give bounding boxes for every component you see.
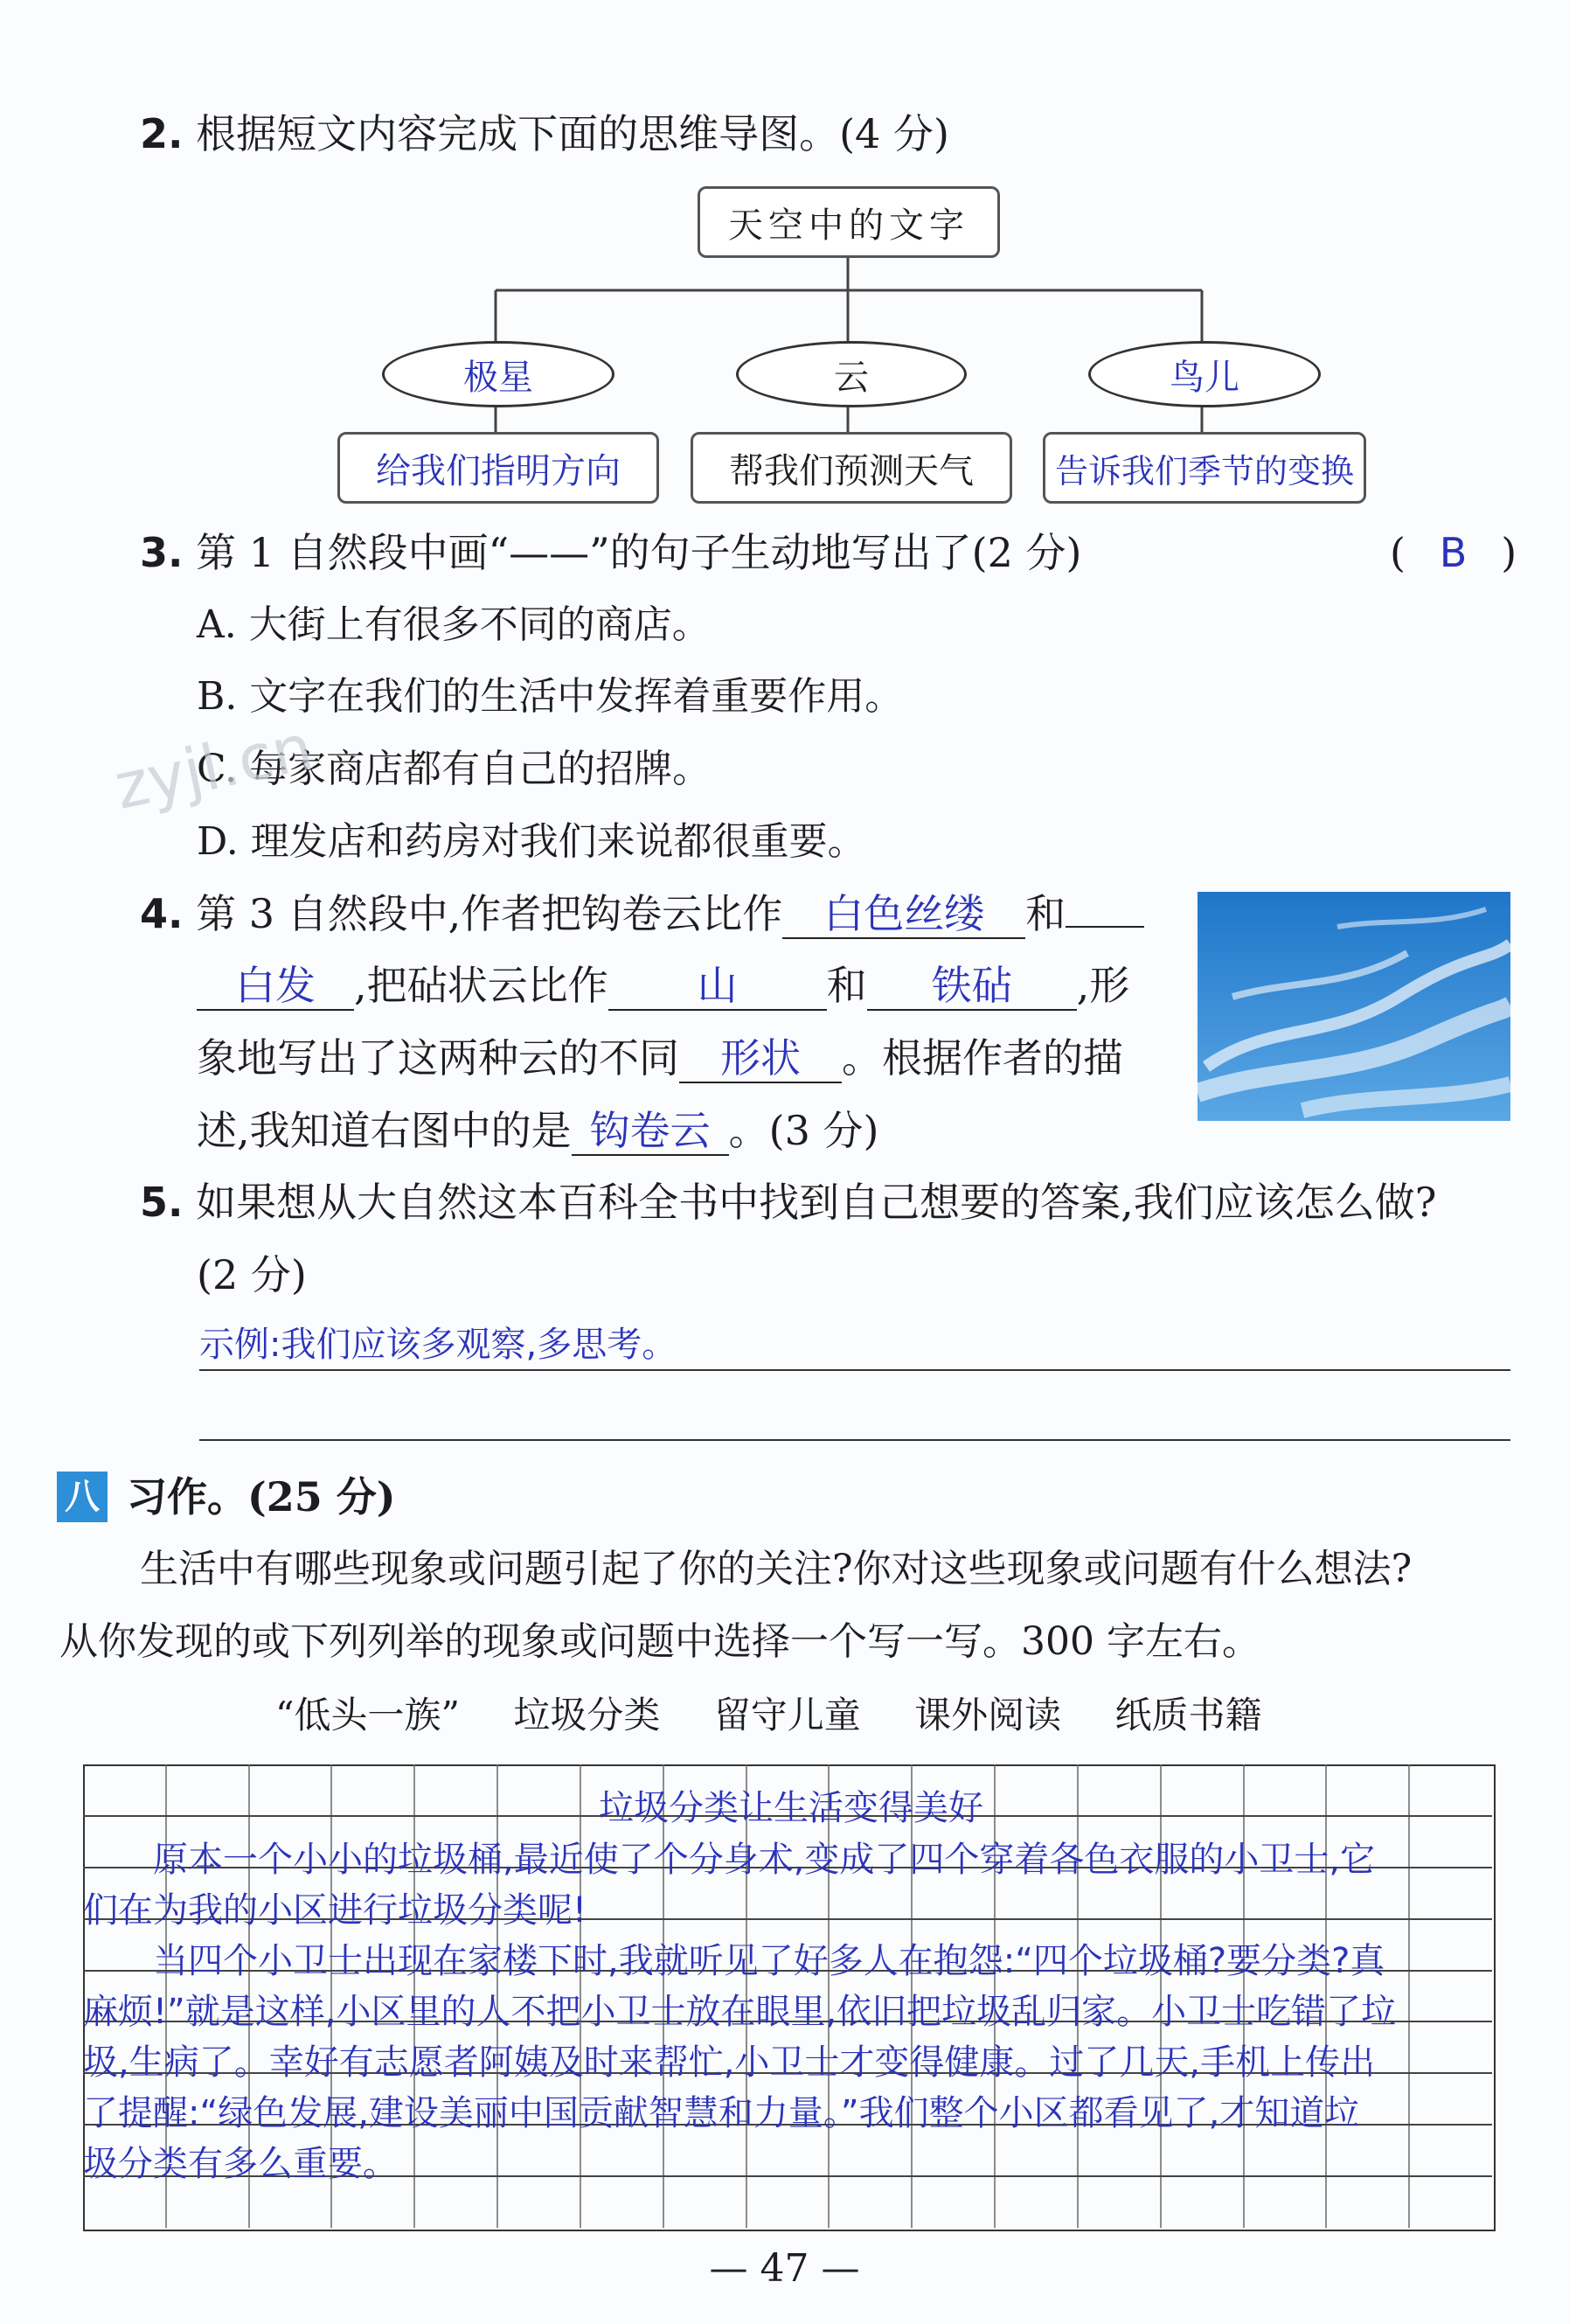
q5-heading <box>140 1176 1436 1228</box>
topic-1: “低头一族” <box>275 1694 460 1736</box>
q5-number: 5. <box>140 1179 184 1226</box>
q5-text: 如果想从大自然这本百科全书中找到自己想要的答案,我们应该怎么做? <box>196 1179 1437 1226</box>
q4-line3 <box>197 1032 1123 1084</box>
q4-text-2: 和 <box>1025 890 1066 937</box>
q3-option-a: A. 大街上有很多不同的商店。 <box>197 602 711 647</box>
q4-text-3: ,把砧状云比作 <box>354 962 608 1009</box>
q4-blank-1: 白色丝缕 <box>782 890 1025 939</box>
watermark: zyjl.cn <box>108 710 319 824</box>
section-topics <box>275 1689 1261 1742</box>
q4-text-4: 和 <box>826 962 867 1009</box>
q3-number: 3. <box>140 529 184 576</box>
mindmap-node-polaris: 极星 <box>382 341 614 407</box>
q3-heading <box>140 526 1081 579</box>
q4-text-5: ,形 <box>1076 962 1130 1009</box>
q4-line2 <box>197 959 1129 1012</box>
mindmap-root: 天空中的文字 <box>698 186 1000 258</box>
q4-text-7: 。根据作者的描 <box>842 1034 1123 1082</box>
mindmap-node-birds: 鸟儿 <box>1088 341 1321 407</box>
q3-option-c: C. 每家商店都有自己的招牌。 <box>197 747 712 791</box>
q3-option-b: B. 文字在我们的生活中发挥着重要作用。 <box>197 674 904 719</box>
topic-5: 纸质书籍 <box>1114 1694 1262 1736</box>
q2-text: 根据短文内容完成下面的思维导图。(4 分) <box>196 110 949 157</box>
q3-paren-close: ) <box>1501 529 1517 576</box>
q4-blank-6: 钩卷云 <box>572 1107 729 1156</box>
q4-text-6: 象地写出了这两种云的不同 <box>197 1034 679 1082</box>
essay-line-4: 麻烦!”就是这样,小区里的人不把小卫士放在眼里,依旧把垃圾乱归家。小卫士吃错了垃 <box>83 1992 1397 2032</box>
topic-2: 垃圾分类 <box>513 1694 661 1736</box>
mindmap-node-cloud: 云 <box>736 341 967 407</box>
page-number: — 47 — <box>709 2246 860 2291</box>
q3-answer-paren <box>1390 526 1517 579</box>
q4-text-1: 第 3 自然段中,作者把钩卷云比作 <box>196 890 783 937</box>
q4-blank-3: 山 <box>608 962 827 1011</box>
essay-line-3: 当四个小卫士出现在家楼下时,我就听见了好多人在抱怨:“四个垃圾桶?要分类?真 <box>153 1941 1385 1981</box>
q3-text: 第 1 自然段中画“——”的句子生动地写出了(2 分) <box>196 529 1082 576</box>
q5-answer-line-1 <box>199 1369 1510 1371</box>
q4-text-9: 。(3 分) <box>728 1107 879 1154</box>
section-prompt-2: 从你发现的或下列列举的现象或问题中选择一个写一写。300 字左右。 <box>59 1619 1260 1664</box>
q4-blank-2-start <box>1066 926 1144 928</box>
section-prompt-1: 生活中有哪些现象或问题引起了你的关注?你对这些现象或问题有什么想法? <box>140 1547 1413 1591</box>
q3-paren-open: ( <box>1390 529 1406 576</box>
q4-blank-4: 铁砧 <box>867 962 1077 1011</box>
q5-answer: 示例:我们应该多观察,多思考。 <box>199 1325 677 1365</box>
q2-number: 2. <box>140 110 184 157</box>
mindmap-detail-birds: 告诉我们季节的变换 <box>1043 432 1366 504</box>
essay-title: 垃圾分类让生活变得美好 <box>599 1788 983 1828</box>
topic-4: 课外阅读 <box>914 1694 1062 1736</box>
essay-line-6: 了提醒:“绿色发展,建设美丽中国贡献智慧和力量。”我们整个小区都看见了,才知道垃 <box>83 2093 1360 2133</box>
cirrus-cloud-photo <box>1198 892 1510 1121</box>
q3-option-d: D. 理发店和药房对我们来说都很重要。 <box>197 819 866 864</box>
q4-line1 <box>140 887 1144 940</box>
essay-line-7: 圾分类有多么重要。 <box>83 2144 398 2184</box>
q3-answer: B <box>1439 529 1468 576</box>
q4-number: 4. <box>140 890 184 937</box>
essay-line-1: 原本一个小小的垃圾桶,最近使了个分身术,变成了四个穿着各色衣服的小卫士,它 <box>153 1840 1376 1880</box>
q5-answer-line-2 <box>199 1439 1510 1441</box>
mindmap-detail-polaris: 给我们指明方向 <box>337 432 659 504</box>
section-badge: 八 <box>57 1472 108 1522</box>
topic-3: 留守儿童 <box>713 1694 861 1736</box>
q4-text-8: 述,我知道右图中的是 <box>197 1107 572 1154</box>
mindmap-detail-cloud: 帮我们预测天气 <box>691 432 1012 504</box>
q4-blank-2: 白发 <box>197 962 354 1011</box>
q4-blank-5: 形状 <box>679 1034 842 1083</box>
essay-line-5: 圾,生病了。幸好有志愿者阿姨及时来帮忙,小卫士才变得健康。过了几天,手机上传出 <box>83 2042 1376 2083</box>
essay-line-2: 们在为我的小区进行垃圾分类呢! <box>83 1890 587 1931</box>
q5-score: (2 分) <box>197 1251 307 1298</box>
section-title: 习作。(25 分) <box>127 1473 396 1520</box>
q4-line4 <box>197 1104 878 1157</box>
